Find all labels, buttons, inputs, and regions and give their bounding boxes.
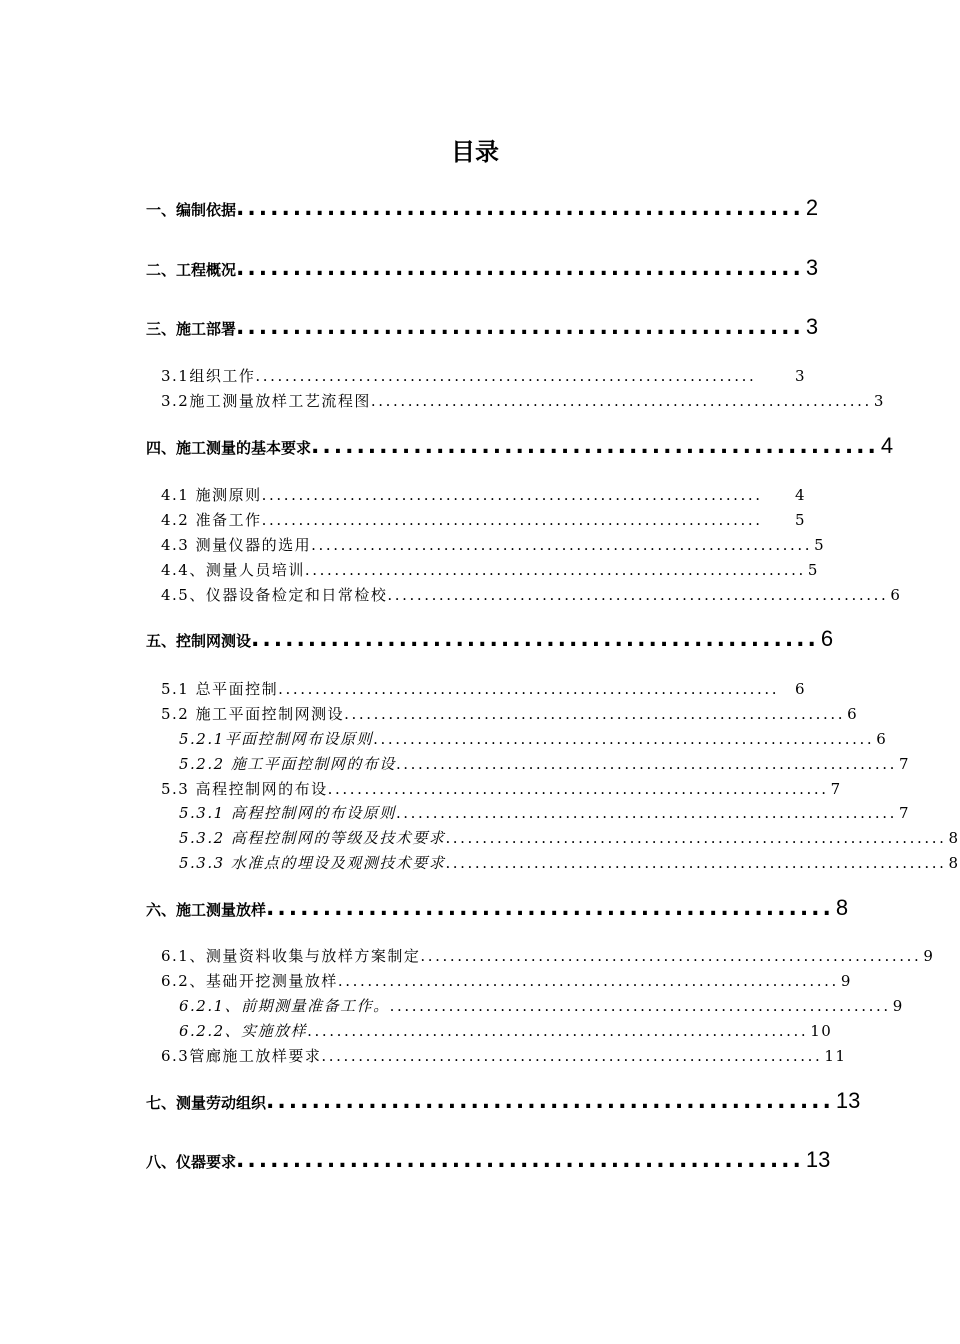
leader-dots: .................................................................... (420, 947, 922, 965)
toc-entry-5-3-1[interactable] (179, 802, 911, 823)
leader-dots: .................................................. (236, 196, 804, 221)
toc-label: 6.2.2、实施放样 (179, 1022, 308, 1040)
leader-dots: .................................................................... (395, 804, 897, 822)
toc-entry-5-3-2[interactable] (179, 827, 960, 848)
toc-entry-5-3-3[interactable] (179, 852, 960, 873)
toc-label: 5.1 总平面控制 (161, 680, 279, 698)
toc-entry-3-2[interactable] (161, 390, 885, 411)
toc-entry-5-1[interactable] (161, 678, 806, 699)
toc-page-number: 3 (805, 314, 819, 339)
toc-page-number: 6 (876, 730, 888, 748)
toc-page-number: 7 (830, 780, 842, 798)
toc-page-number: 8 (835, 895, 849, 920)
leader-dots: .................................................. (236, 1148, 804, 1173)
leader-dots: .................................................................... (255, 367, 757, 385)
toc-label: 七、测量劳动组织 (146, 1094, 267, 1112)
toc-label: 二、工程概况 (146, 261, 237, 279)
toc-page-number: 9 (892, 997, 904, 1015)
toc-page-number: 6 (847, 705, 859, 723)
toc-entry-5-3[interactable] (161, 778, 842, 799)
toc-label: 三、施工部署 (146, 320, 237, 338)
toc-entry-4-2[interactable] (161, 509, 806, 530)
toc-entry-5-2-1[interactable] (179, 728, 888, 749)
leader-dots: .................................................................... (373, 730, 875, 748)
toc-label: 5.2.1平面控制网布设原则 (179, 730, 374, 748)
toc-page-number: 13 (805, 1147, 831, 1172)
toc-entry-6-1[interactable] (161, 945, 935, 966)
leader-dots: .................................................................... (387, 586, 889, 604)
toc-page-number: 2 (805, 195, 819, 220)
toc-entry-3[interactable] (146, 314, 819, 340)
toc-entry-5-2[interactable] (161, 703, 859, 724)
toc-entry-4-1[interactable] (161, 484, 806, 505)
toc-page-number: 8 (948, 829, 960, 847)
leader-dots: .................................................................... (304, 561, 806, 579)
toc-page-number: 10 (810, 1022, 833, 1040)
leader-dots: .................................................................... (321, 1047, 823, 1065)
toc-page-number: 6 (794, 680, 806, 698)
toc-page-number: 9 (923, 947, 935, 965)
toc-page-number: 11 (824, 1047, 847, 1065)
leader-dots: .................................................................... (389, 997, 891, 1015)
leader-dots: .................................................. (266, 896, 834, 921)
toc-page-number: 3 (805, 255, 819, 280)
toc-page-number: 4 (880, 433, 894, 458)
toc-label: 4.4、测量人员培训 (161, 561, 305, 579)
toc-entry-5[interactable] (146, 626, 834, 652)
toc-entry-6[interactable] (146, 895, 849, 921)
toc-entry-6-2-1[interactable] (179, 995, 904, 1016)
leader-dots: .................................................. (236, 256, 804, 281)
toc-label: 4.1 施测原则 (161, 486, 262, 504)
page-title: 目录 (451, 138, 499, 166)
toc-label: 4.3 测量仪器的选用 (161, 536, 312, 554)
toc-page-number: 8 (948, 854, 960, 872)
toc-label: 一、编制依据 (146, 201, 237, 219)
toc-label: 5.3 高程控制网的布设 (161, 780, 328, 798)
toc-entry-3-1[interactable] (161, 365, 806, 386)
leader-dots: .................................................. (266, 1089, 834, 1114)
toc-entry-4-4[interactable] (161, 559, 819, 580)
toc-entry-7[interactable] (146, 1088, 861, 1114)
toc-page-number: 7 (898, 804, 911, 822)
leader-dots: .................................................................... (370, 392, 872, 410)
toc-entry-2[interactable] (146, 255, 819, 281)
leader-dots: .................................................. (251, 627, 819, 652)
toc-label: 6.2.1、前期测量准备工作。 (179, 997, 390, 1015)
toc-page-number: 3 (794, 367, 806, 385)
toc-label: 6.2、基础开挖测量放样 (161, 972, 338, 990)
toc-label: 四、施工测量的基本要求 (146, 439, 312, 457)
toc-label: 4.2 准备工作 (161, 511, 262, 529)
toc-label: 5.3.1 高程控制网的布设原则 (179, 804, 396, 822)
toc-label: 5.3.2 高程控制网的等级及技术要求 (179, 829, 446, 847)
toc-label: 八、仪器要求 (146, 1153, 237, 1171)
leader-dots: .................................................. (236, 315, 804, 340)
toc-page-number: 6 (820, 626, 834, 651)
toc-entry-4[interactable] (146, 433, 894, 459)
leader-dots: .................................................................... (344, 705, 846, 723)
toc-page-number: 7 (898, 755, 911, 773)
toc-label: 3.2施工测量放样工艺流程图 (161, 392, 371, 410)
toc-label: 五、控制网测设 (146, 632, 252, 650)
toc-entry-6-2[interactable] (161, 970, 852, 991)
leader-dots: .................................................................... (327, 780, 829, 798)
toc-page-number: 13 (835, 1088, 861, 1113)
leader-dots: .................................................................... (445, 854, 947, 872)
toc-page-number: 9 (840, 972, 852, 990)
toc-entry-4-5[interactable] (161, 584, 902, 605)
toc-label: 5.2.2 施工平面控制网的布设 (179, 755, 396, 773)
toc-page-number: 3 (873, 392, 885, 410)
toc-page-number: 6 (890, 586, 902, 604)
leader-dots: .................................................................... (278, 680, 780, 698)
leader-dots: .................................................................... (307, 1022, 809, 1040)
toc-entry-6-3[interactable] (161, 1045, 847, 1066)
toc-label: 6.1、测量资料收集与放样方案制定 (161, 947, 421, 965)
toc-entry-4-3[interactable] (161, 534, 826, 555)
toc-page-number: 4 (794, 486, 806, 504)
leader-dots: .................................................................... (445, 829, 947, 847)
toc-entry-5-2-2[interactable] (179, 753, 911, 774)
leader-dots: .................................................. (311, 434, 879, 459)
toc-label: 4.5、仪器设备检定和日常检校 (161, 586, 388, 604)
toc-entry-8[interactable] (146, 1147, 831, 1173)
leader-dots: .................................................................... (395, 755, 897, 773)
leader-dots: .................................................................... (261, 486, 763, 504)
toc-label: 5.2 施工平面控制网测设 (161, 705, 345, 723)
toc-label: 6.3管廊施工放样要求 (161, 1047, 322, 1065)
toc-page-number: 5 (814, 536, 826, 554)
leader-dots: .................................................................... (337, 972, 839, 990)
leader-dots: .................................................................... (311, 536, 813, 554)
toc-page-number: 5 (807, 561, 819, 579)
toc-label: 5.3.3 水准点的埋设及观测技术要求 (179, 854, 446, 872)
toc-label: 3.1组织工作 (161, 367, 256, 385)
toc-entry-6-2-2[interactable] (179, 1020, 833, 1041)
toc-page-number: 5 (794, 511, 806, 529)
toc-entry-1[interactable] (146, 195, 819, 221)
toc-label: 六、施工测量放样 (146, 901, 267, 919)
leader-dots: .................................................................... (261, 511, 763, 529)
